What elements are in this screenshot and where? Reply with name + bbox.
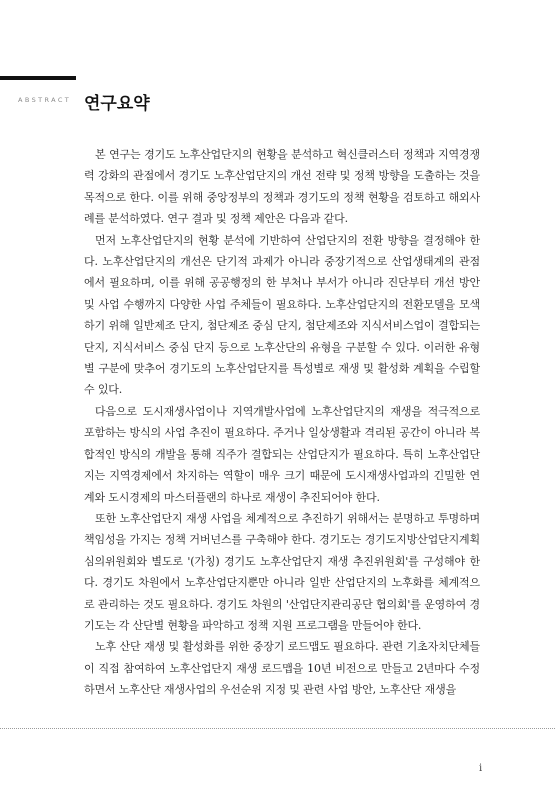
paragraph: 다음으로 도시재생사업이나 지역개발사업에 노후산업단지의 재생을 적극적으로 포함하는 방식의 사업 추진이 필요하다. 주거나 일상생활과 격리된 공간이 아니라 복합적인 방식의 개발을 통해 직주가 결합되는 산업단지가 필요하다. 특히 노후산업단지는 지역경제에서 차지하는 역할이 매우 크기 때문에 도시재생사업과의 긴밀한 연계와 도시경제의 마스터플랜의 하나로 재생이 추진되어야 한다. [84, 404, 480, 504]
abstract-body [84, 144, 480, 701]
paragraph: 노후 산단 재생 및 활성화를 위한 중장기 로드맵도 필요하다. 관련 기초자치단체들이 직접 참여하여 노후산업단지 재생 로드맵을 10년 비전으로 만들고 2년마다 수정하면서 노후산단 재생사업의 우선순위 지정 및 관련 사업 방안, 노후산단 재생을 [84, 640, 480, 697]
section-label: ABSTRACT [18, 96, 72, 104]
paragraph: 본 연구는 경기도 노후산업단지의 현황을 분석하고 혁신클러스터 정책과 지역경쟁력 강화의 관점에서 경기도 노후산업단지의 개선 전략 및 정책 방향을 도출하는 것을 목적으로 한다. 이를 위해 중앙정부의 정책과 경기도의 정책 현황을 검토하고 해외사례를 분석하였다. 연구 결과 및 정책 제안은 다음과 같다. [84, 148, 480, 226]
header-rule [0, 76, 76, 80]
page-number: i [479, 763, 483, 774]
page-title: 연구요약 [84, 94, 150, 114]
footer-divider [0, 728, 555, 729]
paragraph: 또한 노후산업단지 재생 사업을 체계적으로 추진하기 위해서는 분명하고 투명하며 책임성을 가지는 정책 거버넌스를 구축해야 한다. 경기도는 경기도지방산업단지계획심의위원회와 별도로 '(가칭) 경기도 노후산업단지 재생 추진위원회'를 구성해야 한다. 경기도 차원에서 노후산업단지뿐만 아니라 일반 산업단지의 노후화를 체계적으로 관리하는 것도 필요하다. 경기도 차원의 '산업단지관리공단 협의회'를 운영하여 경기도는 각 산단별 현황을 파악하고 정책 지원 프로그램을 만들어야 한다. [84, 511, 480, 632]
paragraph: 먼저 노후산업단지의 현황 분석에 기반하여 산업단지의 전환 방향을 결정해야 한다. 노후산업단지의 개선은 단기적 과제가 아니라 중장기적으로 산업생태계의 관점에서 필요하며, 이를 위해 공공행정의 한 부처나 부서가 아니라 진단부터 개선 방안 및 사업 수행까지 다양한 사업 주체들이 필요하다. 노후산업단지의 전환모델을 모색하기 위해 일반제조 단지, 첨단제조 중심 단지, 첨단제조와 지식서비스업이 결합되는 단지, 지식서비스 중심 단지 등으로 노후산단의 유형을 구분할 수 있다. 이러한 유형별 구분에 맞추어 경기도의 노후산업단지를 특성별로 재생 및 활성화 계획을 수립할 수 있다. [84, 233, 480, 397]
